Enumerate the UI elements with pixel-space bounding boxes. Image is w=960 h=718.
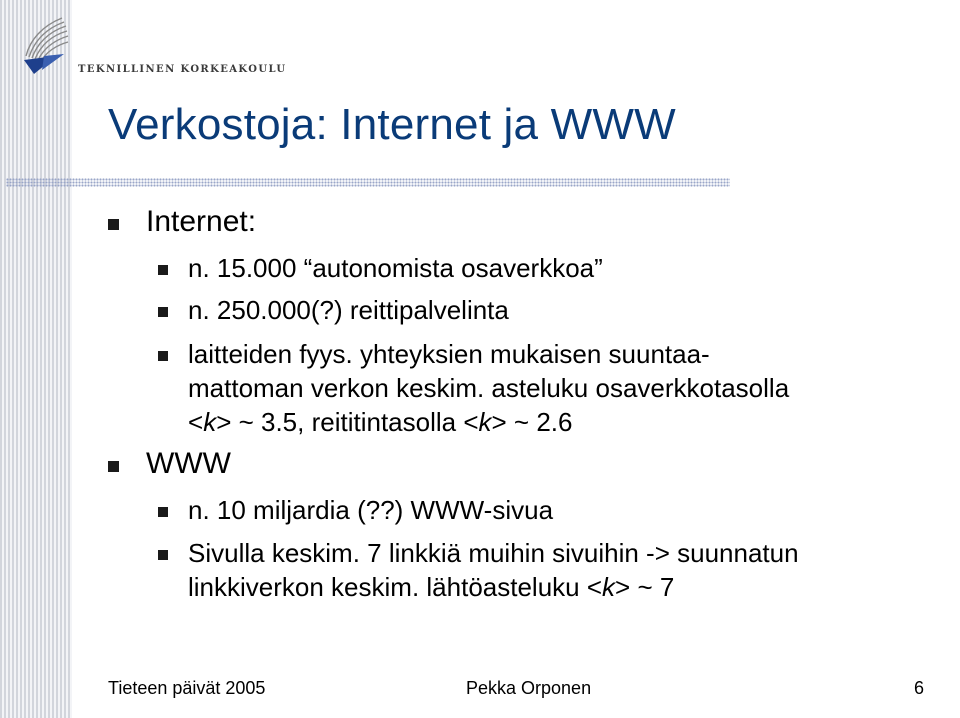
bullet-text-line	[188, 538, 799, 569]
text-run: mattoman verkon keskim. asteluku osaverkkotasolla	[188, 373, 790, 403]
text-run: n. 10 miljardia (??) WWW-sivua	[188, 495, 554, 525]
text-run: > ~ 2.6	[491, 407, 573, 437]
slide-title: Verkostoja: Internet ja WWW	[108, 100, 676, 149]
org-name: TEKNILLINEN KORKEAKOULU	[78, 64, 287, 75]
item-bullet	[158, 507, 168, 517]
section-bullet	[108, 219, 119, 230]
footer-author: Pekka Orponen	[466, 678, 592, 698]
footer-event: Tieteen päivät 2005	[108, 678, 266, 698]
item-bullet	[158, 307, 168, 317]
bullet-text-line	[188, 373, 789, 404]
text-run: laitteiden fyys. yhteyksien mukaisen suuntaa-	[188, 339, 710, 369]
text-run: n. 15.000 “autonomista osaverkkoa”	[188, 253, 603, 283]
section-heading: Internet:	[146, 205, 257, 238]
text-run: Sivulla keskim. 7 linkkiä muihin sivuihin -> suunnatun	[188, 538, 799, 568]
bullet-text-line	[188, 572, 674, 603]
variable-k: k	[478, 407, 492, 437]
bullet-text-line	[188, 295, 509, 326]
bullet-text-line	[188, 339, 710, 370]
footer-page-number: 6	[914, 678, 925, 698]
text-run: <	[188, 407, 204, 437]
text-run: n. 250.000(?) reittipalvelinta	[188, 295, 509, 325]
text-run: > ~ 3.5, reititintasolla <	[216, 407, 479, 437]
text-run: linkkiverkon keskim. lähtöasteluku <	[188, 572, 603, 602]
item-bullet	[158, 351, 168, 361]
item-bullet	[158, 550, 168, 560]
section-bullet	[108, 461, 119, 472]
section-heading: WWW	[146, 447, 231, 480]
bullet-text-line	[188, 253, 603, 284]
variable-k: k	[203, 407, 217, 437]
bullet-text-line	[188, 407, 572, 438]
variable-k: k	[602, 572, 616, 602]
text-run: > ~ 7	[615, 572, 675, 602]
item-bullet	[158, 265, 168, 275]
bullet-text-line	[188, 495, 553, 526]
